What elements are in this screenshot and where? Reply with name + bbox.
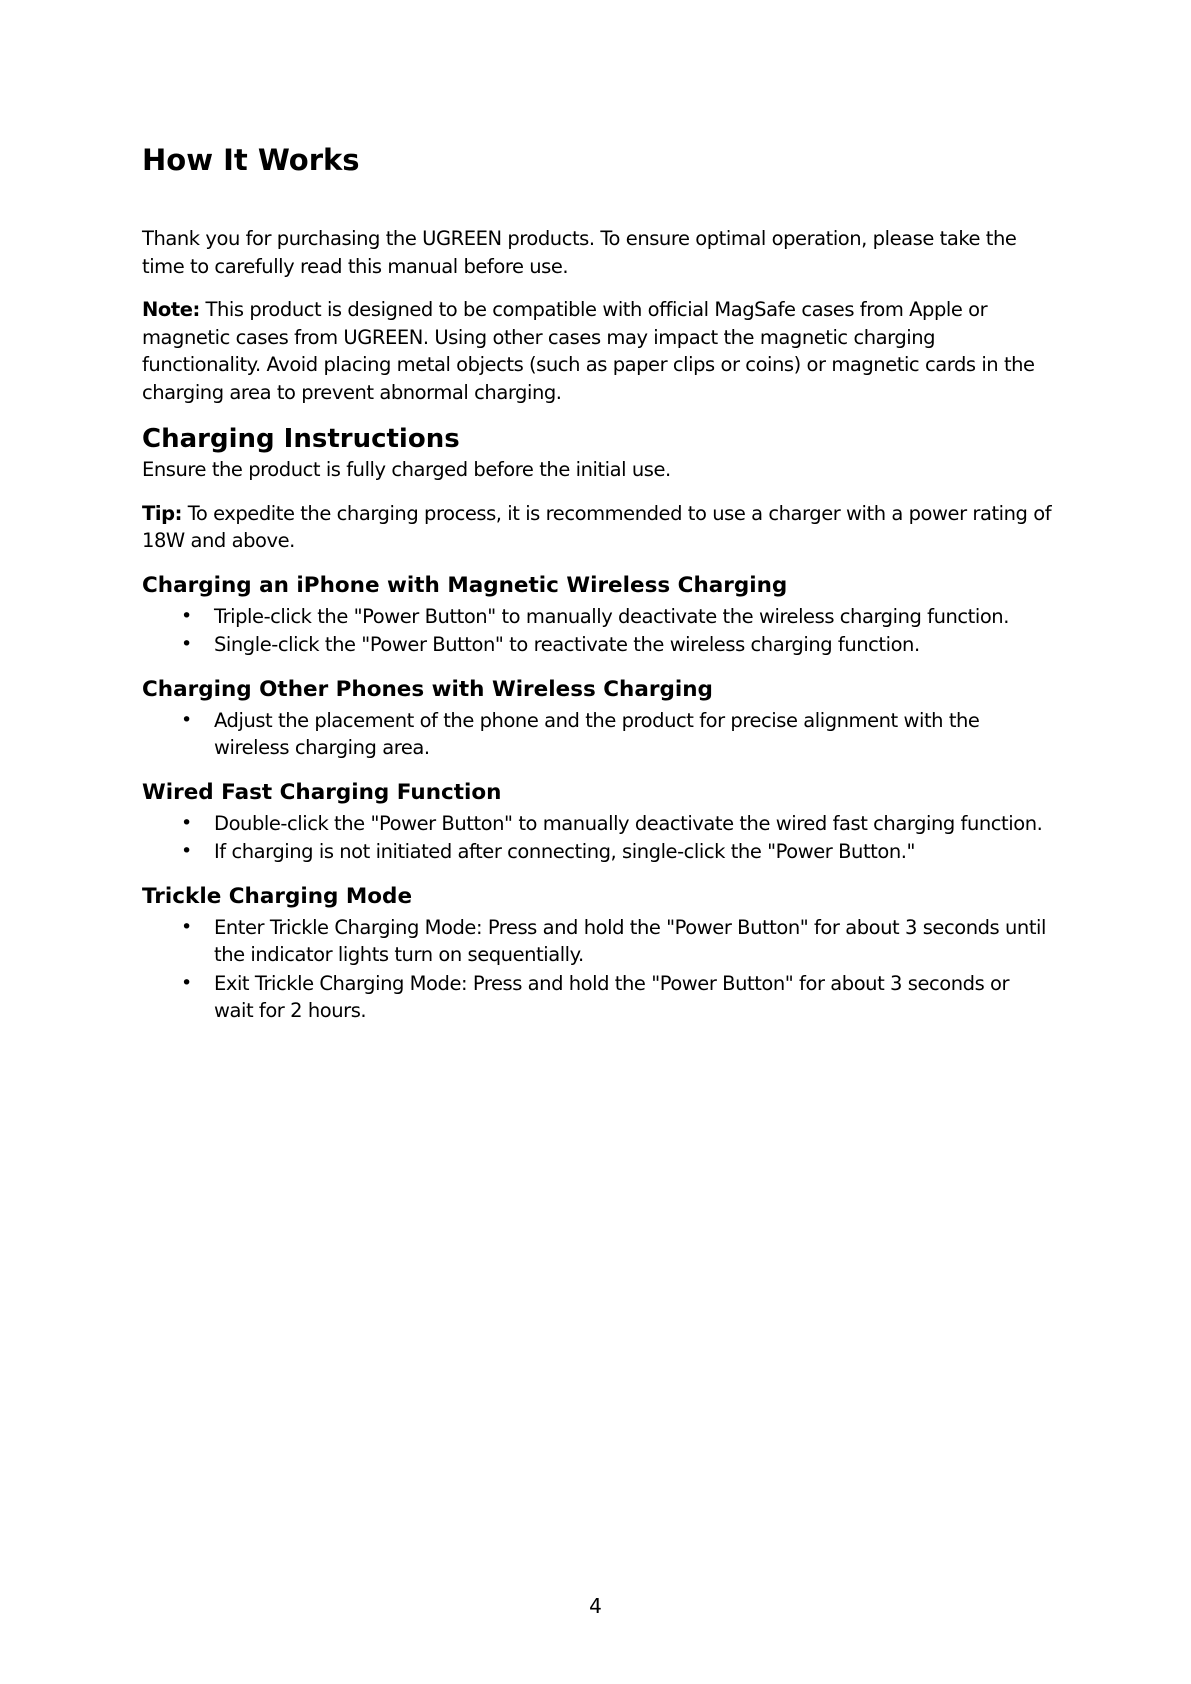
list-item-text: Single-click the "Power Button" to reactivate the wireless charging function. — [214, 633, 920, 656]
bullet-icon: • — [181, 971, 192, 994]
bullet-icon: • — [181, 708, 192, 731]
page-number: 4 — [589, 1594, 602, 1618]
list-item — [142, 810, 1052, 838]
bullet-icon: • — [181, 840, 192, 862]
tip-text: To expedite the charging process, it is recommended to use a charger with a power rating of 18W and above. — [142, 501, 1052, 552]
list-wired-fast — [142, 810, 1052, 866]
list-item — [142, 631, 1052, 659]
list-item — [142, 914, 1052, 969]
charging-instructions-heading: Charging Instructions — [142, 424, 460, 454]
section-heading-iphone-magnetic: Charging an iPhone with Magnetic Wireless Charging — [142, 572, 788, 598]
list-other-phones — [142, 707, 1052, 762]
list-item — [142, 838, 1052, 866]
section-heading-wired-fast: Wired Fast Charging Function — [142, 779, 502, 805]
list-trickle — [142, 914, 1052, 1025]
list-item-text: Triple-click the "Power Button" to manually deactivate the wireless charging function. — [214, 604, 1009, 628]
list-item-text: Double-click the "Power Button" to manually deactivate the wired fast charging function. — [214, 811, 1043, 835]
list-item — [142, 603, 1052, 631]
bullet-icon: • — [181, 604, 192, 627]
tip-label: Tip: — [142, 501, 182, 525]
bullet-icon: • — [181, 811, 192, 834]
tip-paragraph — [142, 500, 1052, 555]
charging-instructions-text: Ensure the product is fully charged before the initial use. — [142, 458, 671, 481]
section-heading-other-phones: Charging Other Phones with Wireless Charging — [142, 676, 713, 702]
list-iphone-magnetic — [142, 603, 1052, 659]
list-item-text: Adjust the placement of the phone and the product for precise alignment with the wireless charging area. — [214, 708, 980, 759]
bullet-icon: • — [181, 633, 192, 655]
note-paragraph — [142, 296, 1052, 406]
document-body — [142, 225, 1052, 1041]
list-item — [142, 970, 1052, 1025]
intro-paragraph: Thank you for purchasing the UGREEN products. To ensure optimal operation, please take the time to carefully read this manual before use. — [142, 227, 1017, 278]
note-label: Note: — [142, 298, 200, 321]
page-title: How It Works — [142, 143, 360, 177]
note-text: This product is designed to be compatible with official MagSafe cases from Apple or magnetic cases from UGREEN. Using other cases may impact the magnetic charging functionality. Avoid placing metal objects (such as paper clips or coins) or magnetic cards in the charging area to prevent abnormal charging. — [142, 298, 1035, 404]
section-heading-trickle: Trickle Charging Mode — [142, 883, 413, 909]
bullet-icon: • — [181, 915, 192, 938]
list-item-text: Enter Trickle Charging Mode: Press and hold the "Power Button" for about 3 seconds until the indicator lights turn on sequentially. — [214, 915, 1046, 966]
list-item — [142, 707, 1052, 762]
list-item-text: Exit Trickle Charging Mode: Press and hold the "Power Button" for about 3 seconds or wait for 2 hours. — [214, 971, 1010, 1022]
list-item-text: If charging is not initiated after connecting, single-click the "Power Button." — [214, 840, 915, 863]
